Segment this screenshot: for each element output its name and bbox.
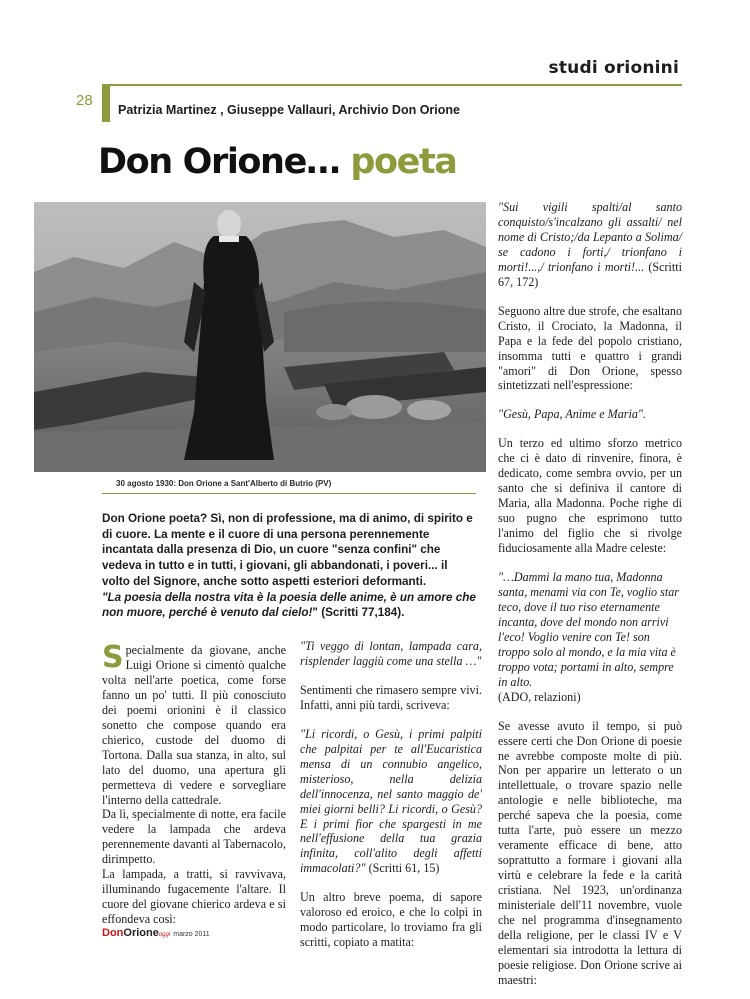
col1-paragraph-1: pecialmente da giovane, anche Luigi Orione si cimentò qualche volta nell'arte poetica, come forse fanno un po' tutti. Il più conosciuto dei poemi orionini è il classico sonetto che compose quando era chierico, custode del duomo di Tortona. Dalla sua stanza, in alto, sul lato del duomo, una apertura gli permetteva di vedere e sorvegliare l'interno della cattedrale. — [102, 643, 286, 807]
article-photo — [34, 202, 486, 472]
column-3 — [498, 200, 682, 988]
brand-oggi: oggi — [158, 932, 171, 938]
photo-illustration — [34, 202, 486, 472]
col2-poem-2-ref: (Scritti 61, 15) — [365, 861, 440, 876]
intro-lead — [102, 511, 478, 621]
col3-quote: "Gesù, Papa, Anime e Maria". — [498, 407, 646, 422]
col2-poem-2: "Li ricordi, o Gesù, i primi palpiti che palpitai per te all'Eucaristica mensa di un connubio angelico, misterioso, nella delizia dell'innocenza, nel santo maggio de' miei giorni belli? Li ricordi, o Gesù? E i primi fior che spargesti in me nell'effusione della tua grazia infinita, coll'alito degli affetti immacolati?" — [300, 726, 482, 876]
col2-paragraph-1: Sentimenti che rimasero sempre vivi. Infatti, anni più tardi, scriveva: — [300, 682, 482, 712]
article-title — [98, 141, 457, 183]
header-rule — [102, 84, 682, 86]
col3-paragraph-3: Se avesse avuto il tempo, si può essere certi che Don Orione di poesie ne avrebbe composte molte di più. Non per apparire un letterato o un intellettuale, o trovare spazio nelle antologie e nelle biblioteche, ma perché sapeva che la poesia, come tutta l'arte, può essere un mezzo veramente efficace di bene, atto soprattutto a formare i giovani alla virtù e celebrare la fede e la carità cristiana. Nel 1923, un'ordinanza ministeriale dell'11 novembre, vuole che nel programma d'insegnamento della religione, per le classi IV e V elementari sia introdotta la lettura di poesie religiose. Don Orione scrive ai maestri: — [498, 718, 682, 987]
issue-date: marzo 2011 — [173, 931, 210, 938]
col3-poem-2-ref: (ADO, relazioni) — [498, 689, 581, 704]
col3-paragraph-2: Un terzo ed ultimo sforzo metrico che ci è dato di rinvenire, finora, è dedicato, come sembra ovvio, per un santo che si definiva il cantore di Maria, alla Madonna. Poche righe di suo pugno che esprimono tutto l'animo del figlio che si rivolge fiduciosamente alla Madre celeste: — [498, 436, 682, 556]
col2-paragraph-2: Un altro breve poema, di sapore valoroso ed eroico, e che lo colpì in modo particolare, lo troviamo fra gli scritti, copiato a matita: — [300, 890, 482, 950]
footer-brand — [102, 927, 210, 939]
title-main: Don Orione… — [98, 142, 340, 182]
title-accent: poeta — [350, 142, 457, 182]
brand-orione: Orione — [123, 927, 159, 939]
photo-caption: 30 agosto 1930: Don Orione a Sant'Alberto di Butrio (PV) — [116, 479, 332, 488]
col2-poem-1: "Ti veggo di lontan, lampada cara, risplender laggiù come una stella …" — [300, 639, 482, 668]
intro-quote: "La poesia della nostra vita è la poesia delle anime, è un amore che non muore, perché è venuto dal cielo! — [102, 590, 476, 620]
caption-rule — [102, 493, 476, 494]
col1-paragraph-3: La lampada, a tratti, si ravvivava, illuminando fugacemente l'altare. Il cuore del giovane chierico ardeva e si effondeva così: — [102, 867, 286, 927]
section-title: studi orionini — [548, 58, 679, 78]
page-number: 28 — [76, 92, 93, 109]
col3-poem-2: "…Dammi la mano tua, Madonna santa, menami via con Te, voglio star teco, dove il tuo riso eternamente incanta, dove del mondo non arrivi l'eco! Voglio venire con Te! son troppo solo al mondo, e la mia vita è troppo vota; portami in alto, sempre in alto. — [498, 570, 679, 689]
col3-poem-1: "Sui vigili spalti/al santo conquisto/s'incalzano gli assalti/ nel nome di Cristo;/da Lepanto a Solima/ se cadono i forti,/ trionfano i morti!...,/ trionfano i morti!... — [498, 200, 682, 274]
col1-paragraph-2: Da lì, specialmente di notte, era facile vedere la lampada che ardeva perennemente davanti al Tabernacolo, dirimpetto. — [102, 807, 286, 867]
col3-paragraph-1: Seguono altre due strofe, che esaltano Cristo, il Crociato, la Madonna, il Papa e la fede del popolo cristiano, insomma tutti e quattro i grandi "amori" di Don Orione, spesso sintetizzati nell'espressione: — [498, 303, 682, 393]
column-1 — [102, 640, 286, 927]
intro-text: Don Orione poeta? Sì, non di professione, ma di animo, di spirito e di cuore. La mente e il cuore di una persona perennemente incantata dalla presenza di Dio, un cuore "senza confini" che vedeva in tutto e in tutti, i giovani, gli abbandonati, i poveri... il volto del Signore, anche sotto aspetti esteriori deformanti. — [102, 512, 473, 588]
col3-poem-1-ref: (Scritti 67, 172) — [498, 259, 682, 289]
intro-quote-ref: " (Scritti 77,184). — [312, 606, 405, 620]
brand-don: Don — [102, 927, 124, 939]
accent-bar — [102, 86, 110, 122]
authors-line: Patrizia Martinez , Giuseppe Vallauri, Archivio Don Orione — [118, 103, 460, 117]
column-2 — [300, 639, 482, 950]
dropcap: S — [102, 640, 124, 675]
